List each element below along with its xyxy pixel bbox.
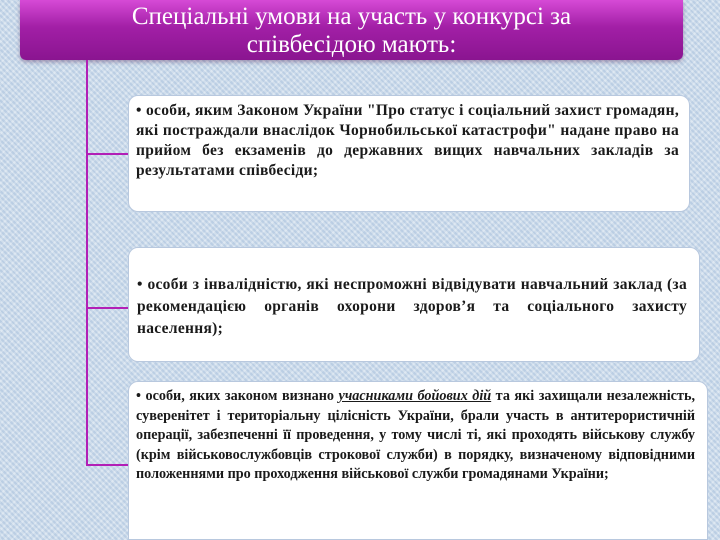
list-item bbox=[128, 247, 700, 362]
slide-title-line-1: Спеціальні умови на участь у конкурсі за bbox=[131, 3, 572, 30]
tree-connector-branch-1 bbox=[86, 153, 129, 155]
tree-connector-branch-3 bbox=[86, 464, 129, 466]
list-item-text: • особи, яким Законом України "Про статус і соціальний захист громадян, які постраждали внаслідок Чорнобильської катастрофи" надане право на прийом без екзаменів до державних вищих навчальних закладів за результатами співбесіди; bbox=[136, 102, 679, 179]
tree-connector-vertical bbox=[86, 60, 88, 466]
list-item bbox=[128, 95, 690, 212]
tree-connector-branch-2 bbox=[86, 307, 129, 309]
slide-title bbox=[20, 0, 683, 60]
combatants-link[interactable]: учасниками бойових дій bbox=[338, 388, 492, 404]
list-item-text-start: • особи, яких законом визнано bbox=[136, 388, 339, 404]
list-item-text-end: та які захищали незалежність, суверенітет і територіальну цілісність України, брали участь в антитерористичній операції, забезпеченні її проведення, у тому числі ті, які проходять військову службу (крім військовослужбовців строкової служби) в порядку, визначеному відповідними положеннями про проходження військової служби громадянами України; bbox=[136, 388, 695, 483]
list-item bbox=[128, 381, 708, 540]
slide-title-line-2: співбесідою мають: bbox=[246, 31, 457, 58]
list-item-text: • особи з інвалідністю, які неспроможні відвідувати навчальний заклад (за рекомендацією органів охорони здоров’я та соціального захисту населення); bbox=[137, 276, 687, 337]
list-item-text bbox=[136, 387, 695, 485]
